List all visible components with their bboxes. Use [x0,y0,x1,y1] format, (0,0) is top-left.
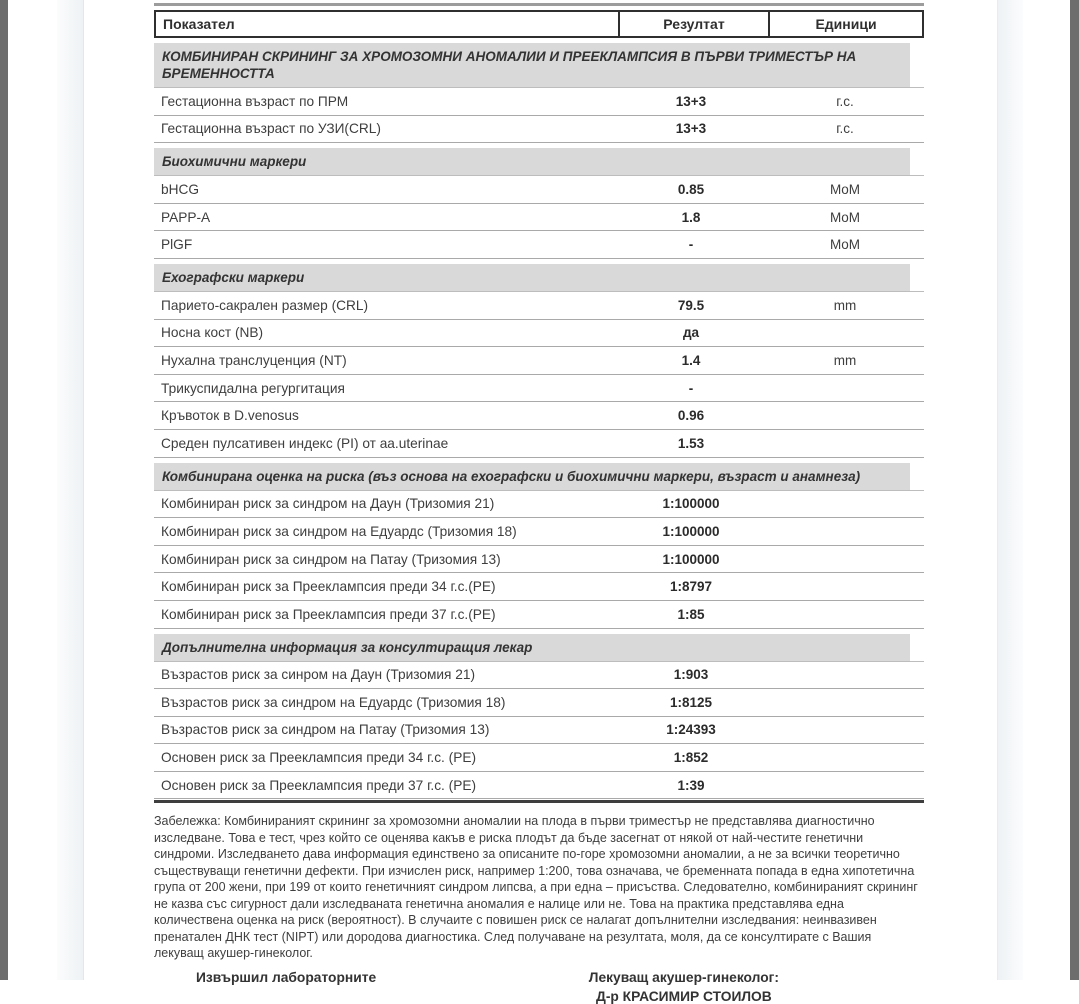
physician-name: Д-р КРАСИМИР СТОИЛОВ [595,988,772,1004]
column-header-units: Единици [768,12,922,36]
indicator-cell: Среден пулсативен индекс (PI) от aa.uterinae [161,435,449,451]
physician-block [589,970,779,1004]
table-row [154,430,924,458]
section-header-combined-risk: Комбинирана оценка на риска (въз основа на ехографски и биохимични маркери, възраст и анамнеза) [154,463,910,490]
indicator-cell: Комбиниран риск за Прееклампсия преди 34 г.с.(PE) [161,579,496,595]
result-cell: 1:852 [673,750,709,766]
section-rows [154,661,924,800]
table-row [154,116,924,144]
result-cell: 0.85 [677,181,705,197]
result-cell: 1:8797 [669,579,713,595]
result-cell: 1:8125 [669,694,713,710]
indicator-cell: Комбиниран риск за синдром на Патау (Тризомия 13) [161,551,501,567]
column-header-indicator: Показател [163,16,235,32]
physician-label: Лекуващ акушер-гинеколог: [588,969,779,985]
table-row [154,176,924,204]
table-row [154,546,924,574]
result-cell: - [688,237,694,253]
section-rows [154,87,924,143]
result-cell: 1:100000 [662,496,720,512]
table-row [154,772,924,800]
units-cell: MoM [830,237,860,253]
performed-by-label: Извършил лабораторните [196,969,377,985]
indicator-cell: Парието-сакрален размер (CRL) [161,297,369,313]
section-rows [154,490,924,629]
result-cell: 1:100000 [662,551,720,567]
result-cell: 1.8 [681,209,701,225]
top-cut-rule [154,3,924,6]
table-row [154,491,924,519]
indicator-cell: Възрастов риск за синдром на Патау (Тризомия 13) [161,722,490,738]
units-cell: MoM [830,181,860,197]
column-header-result: Резултат [618,12,768,36]
viewer-edge-right [1070,0,1079,980]
result-cell: - [688,380,694,396]
indicator-cell: Гестационна възраст по ПРМ [161,93,349,109]
indicator-cell: Основен риск за Прееклампсия преди 34 г.с. (PE) [161,750,477,766]
section-header-ultrasound-markers: Ехографски маркери [154,264,910,291]
units-cell: mm [833,352,857,368]
table-row [154,717,924,745]
section-header-additional-info: Допълнителна информация за консултиращия лекар [154,634,910,661]
table-row [154,402,924,430]
indicator-cell: bHCG [161,181,200,197]
report-document [154,0,924,1004]
result-cell: 1:85 [677,606,705,622]
indicator-cell: Кръвоток в D.venosus [161,408,299,424]
table-row [154,662,924,690]
section-header-combined-screening: КОМБИНИРАН СКРИНИНГ ЗА ХРОМОЗОМНИ АНОМАЛИИ И ПРЕЕКЛАМПСИЯ В ПЪРВИ ТРИМЕСТЪР НА БРЕМЕННОСТТА [154,43,910,87]
section-rows [154,291,924,458]
disclaimer-note: Забележка: Комбинираният скрининг за хромозомни аномалии на плода в първи триместър не представлява диагностично изследване. Това е тест, чрез който се оценява какъв е риска плодът да бъде засегнат от някой от най-честите генетични синдроми. Изследването дава информация единствено за описаните по-горе хромозомни аномалии, а не за всички теоретично съществуващи генетични дефекти. При изчислен риск, например 1:200, това означава, че бременната попада в една хипотетична група от 200 жени, при 199 от които генетичният синдром липсва, а при една – присъства. Следователно, комбинираният скрининг не казва със сигурност дали изследваната генетична аномалия е налице или не. Това на практика представлява една количествена оценка на риск (вероятност). В случаите с повишен риск се налагат допълнителни изследвания: неинвазивен пренатален ДНК тест (NIPT) или дородова диагностика. След получаване на резултата, моля, да се консултирате с Вашия лекуващ акушер-гинеколог. [154,814,918,961]
result-cell: 1:100000 [662,523,720,539]
signature-block [154,970,924,1004]
result-cell: 13+3 [675,121,707,137]
page-edge-shadow-left [57,0,84,980]
indicator-cell: PlGF [161,237,193,253]
result-cell: 1.53 [677,435,705,451]
indicator-cell: Трикуспидална регургитация [161,380,345,396]
result-cell: 1:39 [677,777,705,793]
result-cell: 13+3 [675,93,707,109]
indicator-cell: Гестационна възраст по УЗИ(CRL) [161,121,381,137]
indicator-cell: Комбиниран риск за синдром на Едуардс (Тризомия 18) [161,523,517,539]
result-cell: 0.96 [677,408,705,424]
table-row [154,88,924,116]
units-cell: mm [833,297,857,313]
viewer-edge-left [0,0,8,980]
result-cell: да [682,325,700,341]
table-row [154,204,924,232]
indicator-cell: Носна кост (NB) [161,325,264,341]
table-row [154,320,924,348]
table-row [154,689,924,717]
table-bottom-rule [154,800,924,803]
result-cell: 1.4 [681,352,701,368]
table-row [154,573,924,601]
table-header-row [154,10,924,38]
indicator-cell: Комбиниран риск за синдром на Даун (Тризомия 21) [161,496,495,512]
table-row [154,375,924,403]
result-cell: 79.5 [677,297,705,313]
table-row [154,231,924,259]
result-cell: 1:903 [673,667,709,683]
indicator-cell: Комбиниран риск за Прееклампсия преди 37 г.с.(PE) [161,606,496,622]
units-cell: г.с. [836,93,854,109]
section-rows [154,175,924,259]
table-row [154,347,924,375]
indicator-cell: PAPP-A [161,209,211,225]
table-row [154,518,924,546]
indicator-cell: Основен риск за Прееклампсия преди 37 г.с. (PE) [161,777,477,793]
table-row [154,744,924,772]
result-cell: 1:24393 [666,722,716,738]
page-edge-shadow-right [997,0,1023,980]
table-row [154,292,924,320]
indicator-cell: Възрастов риск за синром на Даун (Тризомия 21) [161,667,476,683]
indicator-cell: Възрастов риск за синдром на Едуардс (Тризомия 18) [161,694,506,710]
section-header-biochemical-markers: Биохимични маркери [154,148,910,175]
units-cell: г.с. [836,121,854,137]
units-cell: MoM [830,209,860,225]
table-row [154,601,924,629]
indicator-cell: Нухална транслуценция (NT) [161,352,347,368]
